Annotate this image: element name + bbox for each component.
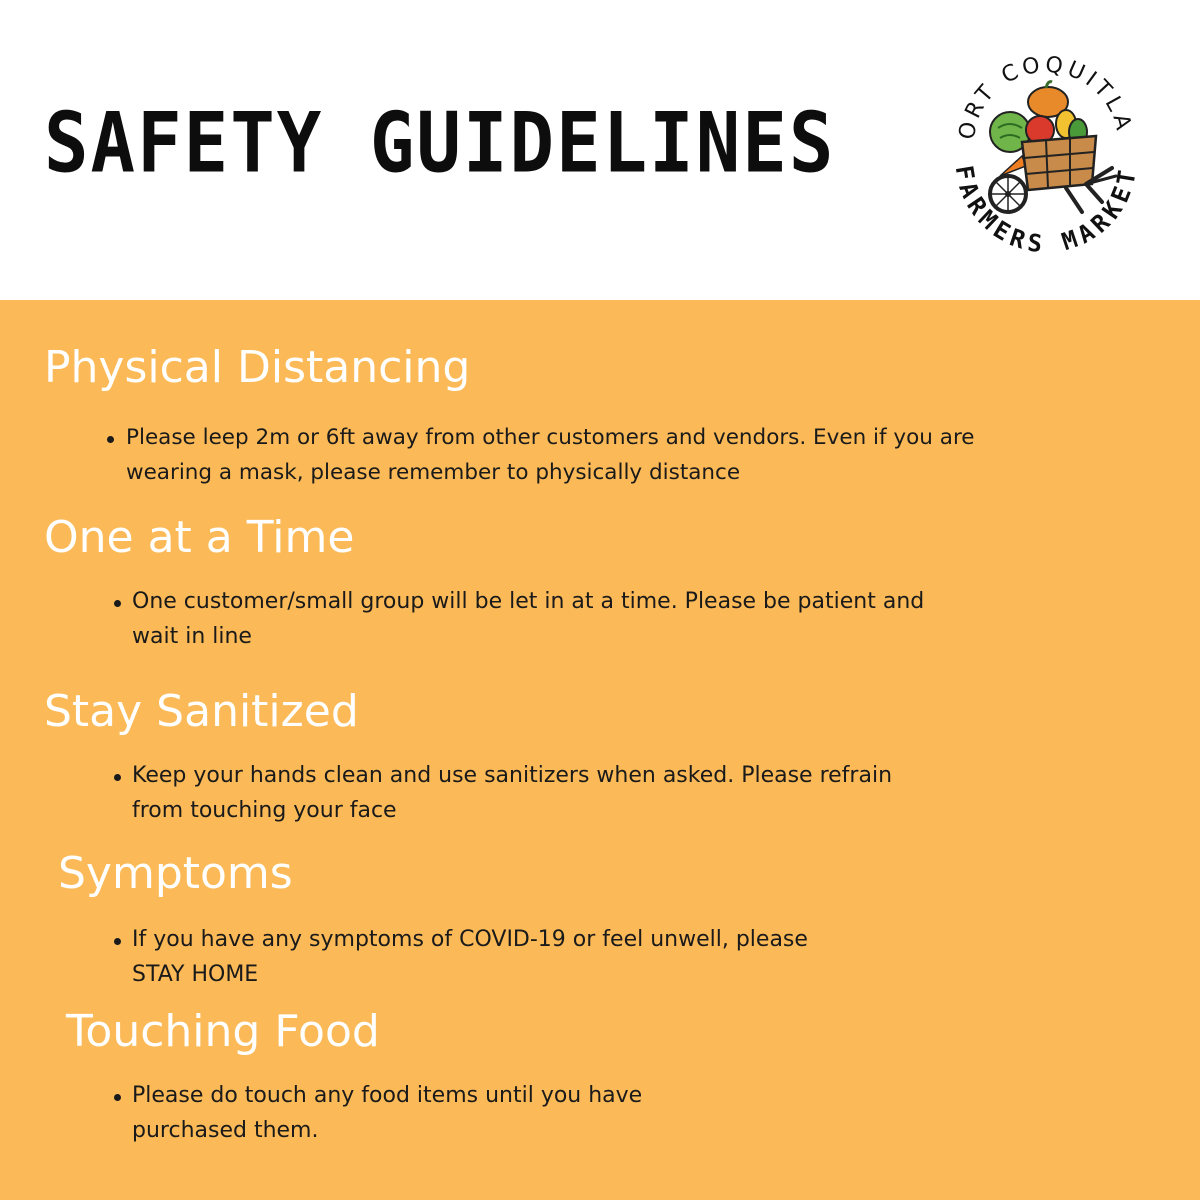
list-item (132, 1078, 642, 1148)
list-item-line: wait in line (132, 624, 252, 649)
list-item (126, 420, 975, 490)
wheelbarrow-with-vegetables-icon (936, 44, 1156, 264)
list-item-line: wearing a mask, please remember to physically distance (126, 460, 741, 485)
list-item-line: If you have any symptoms of COVID-19 or feel unwell, please (132, 927, 808, 952)
logo-arc-bottom-text: FARMERS MARKET (949, 163, 1143, 259)
section-heading-symptoms: Symptoms (58, 848, 293, 899)
bullet-icon (114, 774, 121, 781)
bullet-icon (114, 938, 121, 945)
section-heading-stay-sanitized: Stay Sanitized (44, 686, 359, 737)
list-item-line: from touching your face (132, 798, 397, 823)
page-title: SAFETY GUIDELINES (44, 95, 836, 192)
section-heading-touching-food: Touching Food (66, 1006, 380, 1057)
list-item (132, 922, 808, 992)
bullet-icon (114, 600, 121, 607)
logo-arc-top-text: PORT COQUITLAM (924, 25, 1137, 142)
bullet-icon (114, 1094, 121, 1101)
list-item (132, 758, 892, 828)
list-item-line: Please do touch any food items until you have (132, 1083, 643, 1108)
list-item-line: Keep your hands clean and use sanitizers when asked. Please refrain (132, 763, 893, 788)
logo (924, 25, 1156, 264)
list-item-line: purchased them. (132, 1118, 319, 1143)
section-heading-one-at-a-time: One at a Time (44, 512, 355, 563)
guidelines-panel (0, 300, 1200, 1200)
list-item-line: STAY HOME (132, 962, 259, 987)
list-item-line: One customer/small group will be let in at a time. Please be patient and (132, 589, 925, 614)
section-heading-physical-distancing: Physical Distancing (44, 342, 471, 393)
list-item-line: Please leep 2m or 6ft away from other customers and vendors. Even if you are (126, 425, 975, 450)
bullet-icon (107, 436, 114, 443)
header (0, 0, 1200, 300)
list-item (132, 584, 924, 654)
